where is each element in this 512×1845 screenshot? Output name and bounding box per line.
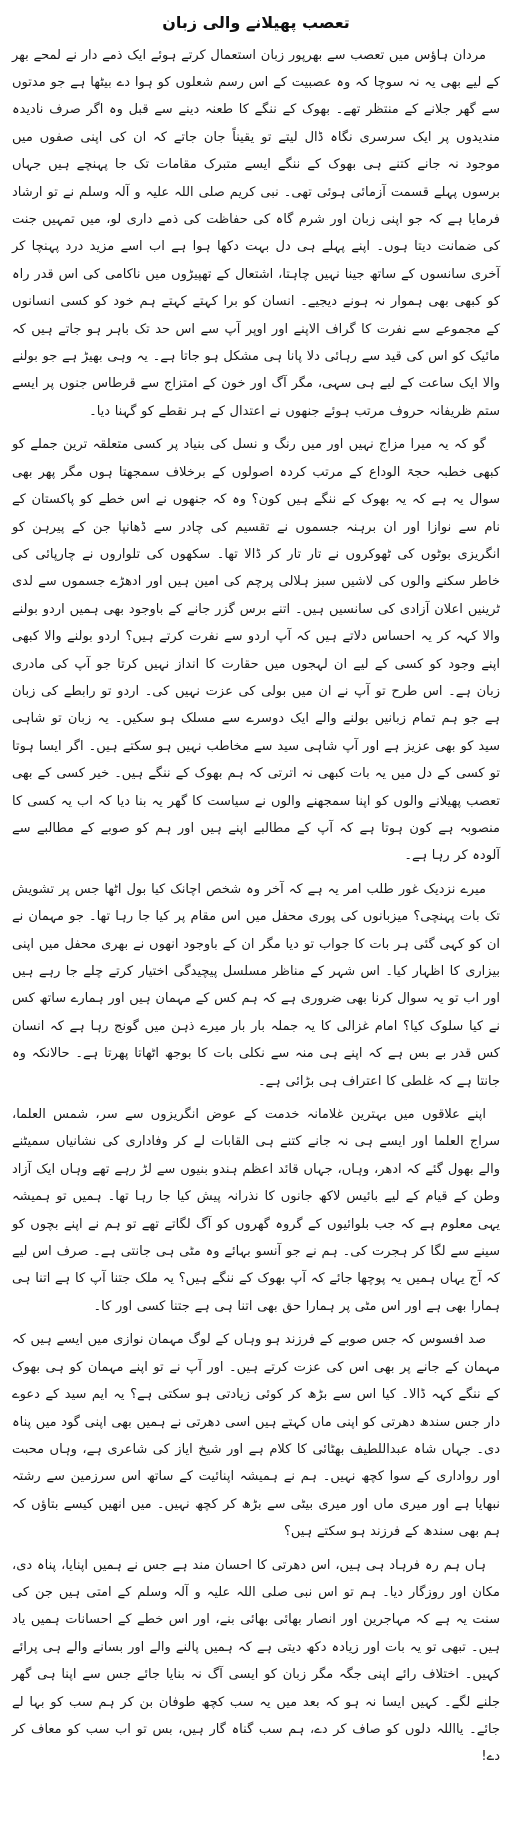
article-headline: تعصب پھیلانے والی زبان — [162, 13, 350, 32]
article-body — [12, 42, 500, 1771]
paragraph: میرے نزدیک غور طلب امر یہ ہے کہ آخر وہ شخص اچانک کیا بول اٹھا جس پر تشویش تک بات پہنچی؟ میزبانوں کی پوری محفل میں اس مقام پر کیا جا رہا تھا۔ جو مہمان نے ان کو کہی گئی ہر بات کا جواب تو دیا مگر ان کے باوجود انھوں نے بھری محفل میں اپنی بیزاری کا اظہار کیا۔ اس شہر کے مناظر مسلسل پیچیدگی اختیار کرتے چلے جا رہے ہیں اور اب تو یہ سوال کرنا بھی ضروری ہے کہ ہم کس کے مہمان ہیں اور ہمارے ساتھ کس نے کیا سلوک کیا؟ امام غزالی کا یہ جملہ بار بار میرے ذہن میں گونج رہا ہے کہ انسان کس قدر بے بس ہے کہ اپنے ہی منہ سے نکلی بات کا بوجھ اٹھاتا پھرتا ہے۔ حالانکہ وہ جانتا ہے کہ غلطی کا اعتراف ہی بڑائی ہے۔ — [12, 881, 500, 1089]
paragraph: مردان ہاؤس میں تعصب سے بھرپور زبان استعمال کرتے ہوئے ایک ذمے دار نے لمحے بھر کے لیے بھی یہ نہ سوچا کہ وہ عصبیت کے اس رسم شعلوں کو ہوا دے بیٹھا ہے جو مدتوں سے گھر جلانے کے منتظر تھے۔ بھوک کے ننگے کا طعنہ دینے سے قبل وہ اگر صرف نادیدہ مندیدوں پر ایک سرسری نگاہ ڈال لیتے تو یقیناً جان جاتے کہ ان کی اپنی صفوں میں موجود نہ جانے کتنے ہی بھوک کے ننگے ایسے متبرک مقامات تک جا پہنچے ہیں جہاں برسوں پہلے قسمت آزمائی ہوئی تھی۔ نبی کریم صلی اللہ علیہ و آلہ وسلم نے تو ارشاد فرمایا ہے کہ جو اپنی زبان اور شرم گاہ کی حفاظت کی ذمے داری لو، میں تمہیں جنت کی ضمانت دیتا ہوں۔ اپنے پہلے ہی دل بہت دکھا ہوا ہے اب اسے مزید درد پہنچا کر آخری سانسوں کے ساتھ جینا نہیں چاہتا، اشتعال کے تھپیڑوں میں ناکامی کی اس قدر راہ کو کبھی بھی ہموار نہ ہونے دیجیے۔ انسان کو برا کہتے کہتے ہم خود کو کسی انسانوں کے مجموعے سے نفرت کا گراف الاپنے اور اوپر آپ سے اس حد تک باہر ہو جاتے ہیں کہ مائیک کو اس کی قید سے رہائی دلا پانا ہی مشکل ہو جاتا ہے۔ یہ وہی بھیڑ ہے جو بولنے والا ایک ساعت کے لیے ہی سہی، مگر آگ اور خون کے امتزاج سے قرطاس جنوں پر ایسے ستم ظریفانہ حروف مرتب ہوئے جنھوں نے اعتدال کے ہر نقطے کو گہنا دیا۔ — [12, 47, 500, 419]
paragraph: صد افسوس کہ جس صوبے کے فرزند ہو وہاں کے لوگ مہمان نوازی میں ایسے ہیں کہ مہمان کے جانے پر بھی اس کی عزت کرتے ہیں۔ اور آپ نے تو اپنے مہمان کو ہی بھوک کے ننگے کہہ ڈالا۔ کیا اس سے بڑھ کر کوئی زیادتی ہو سکتی ہے؟ یہ ایم سید کے دعوے دار جس سندھ دھرتی کو اپنی ماں کہتے ہیں اسی دھرتی نے ہمیں بھی اپنی گود میں پناہ دی۔ جہاں شاہ عبداللطیف بھٹائی کا کلام ہے اور شیخ ایاز کی شاعری ہے، وہاں محبت اور رواداری کے سوا کچھ نہیں۔ ہم نے ہمیشہ اپنائیت کے ساتھ اس سرزمین سے رشتہ نبھایا ہے اور میری ماں اور میری بیٹی سے بڑھ کر کچھ نہیں۔ میں انھیں کیسے بتاؤں کہ ہم بھی سندھ کے فرزند ہو سکتے ہیں؟ — [12, 1332, 500, 1540]
paragraph: ہاں ہم رہ فرہاد ہی ہیں، اس دھرتی کا احسان مند ہے جس نے ہمیں اپنایا، پناہ دی، مکان اور روزگار دیا۔ ہم تو اس نبی صلی اللہ علیہ و آلہ وسلم کے امتی ہیں جن کی سنت یہ ہے کہ مہاجرین اور انصار بھائی بھائی بنے، اور اس خطے کے احسانات ہمیں یاد ہیں۔ تبھی تو یہ بات اور زیادہ دکھ دیتی ہے کہ ہمیں پالنے والے اور بسانے والے ہی پرائے کہیں۔ اختلاف رائے اپنی جگہ مگر زبان کو ایسی آگ نہ بنایا جائے جس سے اپنا ہی گھر جلنے لگے۔ کہیں ایسا نہ ہو کہ بعد میں یہ سب کچھ طوفان بن کر ہم سب کو بہا لے جائے۔ یااللہ دلوں کو صاف کر دے، ہم سب گناہ گار ہیں، بس تو اب سب کو معاف کر دے! — [12, 1557, 500, 1765]
paragraph: گو کہ یہ میرا مزاج نہیں اور میں رنگ و نسل کی بنیاد پر کسی متعلقہ ترین جملے کو کبھی خطبہ حجۃ الوداع کے مرتب کردہ اصولوں کے برخلاف سمجھتا ہوں مگر پھر بھی سوال یہ ہے کہ یہ بھوک کے ننگے ہیں کون؟ وہ کہ جنھوں نے اس خطے کو پاکستان کے نام سے نوازا اور ان برہنہ جسموں نے تقسیم کی چادر سے ڈھانپا جن کے پیرہن کو انگریزی بوٹوں کی ٹھوکروں نے تار تار کر ڈالا تھا۔ سکھوں کی تلواروں نے چارپائی کی خاطر سکنے والوں کی لاشیں سبز ہلالی پرچم کی امین ہیں اور ادھڑے جسموں سے لدی ٹرینیں اعلان آزادی کی سانسیں ہیں۔ اتنے برس گزر جانے کے باوجود بھی ہمیں اردو بولنے والا کہہ کر یہ احساس دلاتے ہیں کہ آپ اردو سے نفرت کرتے ہیں؟ اردو بولنے والا کبھی اپنے وجود کو کسی کے لیے ان لہجوں میں حقارت کا انداز نہیں کرتا جو آپ کی مادری زبان ہے۔ اس طرح تو آپ نے ان میں بولی کی عزت نہیں کی۔ اردو تو رابطے کی زبان ہے جو ہم تمام زبانیں بولنے والے ایک دوسرے سے مسلک ہو سکیں۔ یہ زبان تو شاہی سید کو بھی عزیز ہے اور آپ شاہی سید سے مخاطب نہیں ہو سکتے ہیں۔ اگر ایسا ہوتا تو کسی کے دل میں یہ بات کبھی نہ اترتی کہ ہم بھوک کے ننگے ہیں۔ خیر کسی کے بھی تعصب پھیلانے والوں کو اپنا سمجھنے والوں نے سیاست کا گھر یہ بنا دیا کہ اب یہ کسی کا منصوبہ ہے کون ہوتا ہے کہ آپ کے مطالبے اپنے ہیں اور ہم کو صوبے کے مطالبے سے آلودہ کر رہا ہے۔ — [12, 437, 500, 864]
paragraph: اپنے علاقوں میں بہترین غلامانہ خدمت کے عوض انگریزوں سے سر، شمس العلما، سراج العلما اور ایسے ہی نہ جانے کتنے ہی القابات لے کر وفاداری کی نشانیاں سمیٹنے والے بھول گئے کہ ادھر، وہاں، جہاں قائد اعظم ہندو بنیوں سے لڑ رہے تھے وہاں ایک آزاد وطن کے قیام کے لیے بائیس لاکھ جانوں کا نذرانہ پیش کیا جا رہا تھا۔ ہمیں تو ہمیشہ یہی معلوم ہے کہ جب بلوائیوں کے گروہ گھروں کو آگ لگاتے تھے تو ہم نے اپنے بچوں کو سینے سے لگا کر ہجرت کی۔ ہم نے جو آنسو بہائے وہ مٹی ہی جانتی ہے۔ صرف اس لیے کہ آج یہاں ہمیں یہ پوچھا جائے کہ آپ بھوک کے ننگے ہیں؟ یہ ملک جتنا آپ کا ہے اتنا ہی ہمارا بھی ہے اور اس مٹی پر ہمارا حق بھی اتنا ہی ہے جتنا کسی اور کا۔ — [12, 1107, 500, 1314]
